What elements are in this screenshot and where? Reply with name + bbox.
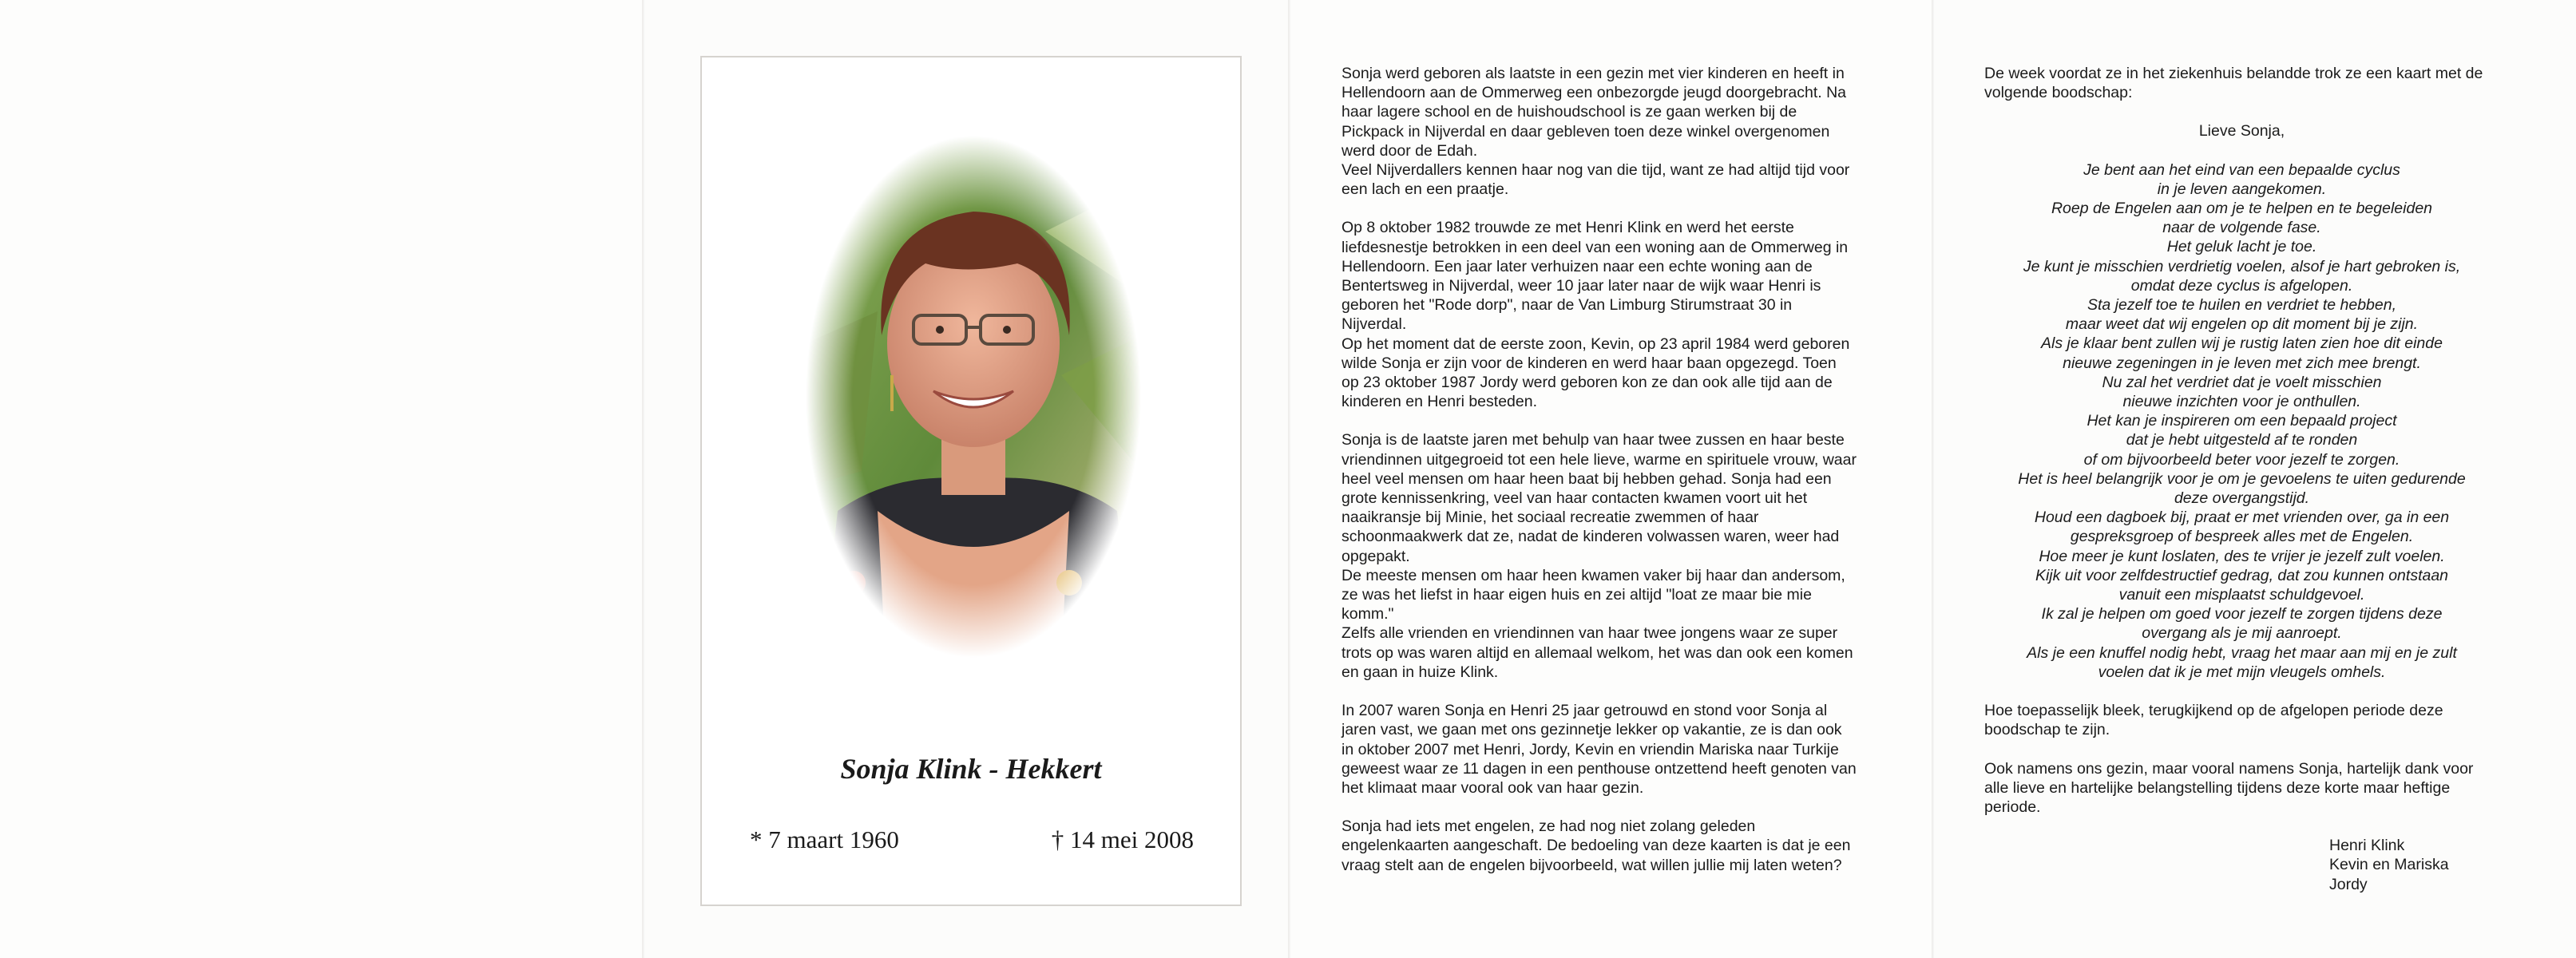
paragraph: Veel Nijverdallers kennen haar nog van die tijd, want ze had altijd tijd voor een lach en een praatje. — [1342, 161, 1850, 199]
poem-line: Ik zal je helpen om goed voor jezelf te zorgen tijdens deze — [2041, 605, 2443, 623]
poem-line: deze overgangstijd. — [2174, 489, 2310, 508]
fold-line — [1932, 0, 1934, 958]
paragraph: Zelfs alle vrienden en vriendinnen van haar twee jongens waar ze super trots op was waren altijd en allemaal welkom, het was dan ook een komen en gaan in huize Klink. — [1342, 624, 1853, 681]
poem-line: naar de volgende fase. — [2162, 219, 2321, 237]
poem-line: dat je hebt uitgesteld af te ronden — [2126, 431, 2358, 449]
poem-line: maar weet dat wij engelen op dit moment bij je zijn. — [2065, 315, 2419, 334]
signature-line: Kevin en Mariska — [2329, 856, 2449, 874]
closing-paragraph: Hoe toepasselijk bleek, terugkijkend op de afgelopen periode deze boodschap te zijn. — [1984, 702, 2443, 739]
paragraph: Sonja is de laatste jaren met behulp van haar twee zussen en haar beste vriendinnen uitgegroeid tot een hele lieve, warme en spirituele vrouw, waar heel veel mensen om haar heen baat bij hebben gehad. Sonja had een grote kennissenkring, veel van haar contacten kwamen voort uit het naaikransje bij Minie, het sociaal recreatie zwemmen of haar schoonmaakwerk dat ze, nadat de kinderen volwassen waren, weer had opgepakt. — [1342, 431, 1857, 565]
greeting: Lieve Sonja, — [2198, 122, 2285, 141]
poem-line: in je leven aangekomen. — [2157, 180, 2327, 198]
angel-message-text — [1984, 64, 2499, 894]
poem-line: Nu zal het verdriet dat je voelt misschien — [2102, 373, 2382, 391]
poem-line: Je bent aan het eind van een bepaalde cyclus — [2083, 160, 2400, 179]
poem-line: omdat deze cyclus is afgelopen. — [2130, 276, 2353, 295]
poem-line: of om bijvoorbeeld beter voor jezelf te zorgen. — [2083, 450, 2400, 469]
poem-line: vanuit een misplaatst schuldgevoel. — [2118, 586, 2365, 604]
birth-date: * 7 maart 1960 — [750, 825, 899, 853]
intro-paragraph: De week voordat ze in het ziekenhuis belandde trok ze een kaart met de volgende boodschap: — [1984, 65, 2483, 102]
fold-line — [1288, 0, 1290, 958]
poem-line: Kijk uit voor zelfdestructief gedrag, dat zou kunnen ontstaan — [2035, 566, 2449, 584]
portrait-card — [700, 56, 1242, 906]
paragraph: De meeste mensen om haar heen kwamen vaker bij haar dan andersom, ze was het liefst in haar eigen huis en zei altijd "loat ze maar bie mie komm." — [1342, 566, 1845, 623]
death-date: † 14 mei 2008 — [1051, 825, 1194, 853]
poem-line: overgang als je mij aanroept. — [2142, 624, 2342, 643]
fold-line — [642, 0, 644, 958]
signature-line: Henri Klink — [2329, 837, 2405, 855]
paragraph: Op 8 oktober 1982 trouwde ze met Henri Klink en werd het eerste liefdesnestje betrokken in een deel van een woning aan de Ommerweg in Hellendoorn. Een jaar later verhuizen naar een echte woning aan de Bentertsweg in Nijverdal, weer 10 jaar later naar de wijk waar Henri is geboren het "Rode dorp", naar de Van Limburg Stirumstraat 30 in Nijverdal. — [1342, 219, 1849, 334]
poem-line: Hoe meer je kunt loslaten, des te vrijer je jezelf zult voelen. — [2039, 547, 2445, 565]
poem-line: Als je een knuffel nodig hebt, vraag het maar aan mij en je zult — [2027, 643, 2457, 662]
poem-line: nieuwe inzichten voor je onthullen. — [2122, 393, 2361, 411]
poem-line: Roep de Engelen aan om je te helpen en te begeleiden — [2051, 200, 2433, 218]
paragraph: Op het moment dat de eerste zoon, Kevin, op 23 april 1984 werd geboren wilde Sonja er zijn voor de kinderen en werd haar baan opgezegd. Toen op 23 oktober 1987 Jordy werd geboren kon ze dan ook alle tijd aan de kinderen en Henri besteden. — [1342, 335, 1850, 411]
angel-poem — [1984, 160, 2499, 682]
signature-line: Jordy — [2329, 875, 2368, 893]
poem-line: Je kunt je misschien verdrietig voelen, alsof je hart gebroken is, — [2023, 257, 2461, 275]
poem-line: Als je klaar bent zullen wij je rustig laten zien hoe dit einde — [2041, 335, 2443, 353]
signature-block — [2329, 836, 2499, 894]
portrait-photo — [806, 136, 1141, 659]
poem-line: Sta jezelf toe te huilen en verdriet te hebben, — [2087, 296, 2396, 315]
paragraph: In 2007 waren Sonja en Henri 25 jaar getrouwd en stond voor Sonja al jaren vast, we gaan met ons gezinnetje lekker op vakantie, ze is dan ook in oktober 2007 met Henri, Jordy, Kevin en vriendin Mariska naar Turkije geweest waar ze 11 dagen in een penthouse ontzettend heeft genoten van het klimaat maar vooral ook van haar gezin. — [1342, 702, 1857, 797]
poem-line: voelen dat ik je met mijn vleugels omhels. — [2098, 663, 2386, 681]
poem-line: gespreksgroep of bespreek alles met de Engelen. — [2070, 528, 2414, 546]
blank-panel — [0, 0, 643, 958]
paragraph: Sonja had iets met engelen, ze had nog niet zolang geleden engelenkaarten aangeschaft. De bedoeling van deze kaarten is dat je een vraag stelt aan de engelen bijvoorbeeld, wat willen jullie mij laten weten? — [1342, 817, 1851, 874]
poem-line: nieuwe zegeningen in je leven met zich mee brengt. — [2063, 354, 2421, 372]
deceased-name: Sonja Klink - Hekkert — [840, 753, 1102, 785]
biography-text — [1342, 64, 1857, 894]
paragraph: Sonja werd geboren als laatste in een gezin met vier kinderen en heeft in Hellendoorn aan de Ommerweg een onbezorgde jeugd doorgebracht. Na haar lagere school en de huishoudschool is ze gaan werken bij de Pickpack in Nijverdal en daar gebleven toen deze winkel overgenomen werd door de Edah. — [1342, 65, 1846, 160]
closing-paragraph: Ook namens ons gezin, maar vooral namens Sonja, hartelijk dank voor alle lieve en hartelijke belangstelling tijdens deze korte maar heftige periode. — [1984, 759, 2474, 816]
poem-line: Het geluk lacht je toe. — [2166, 238, 2317, 256]
poem-line: Het kan je inspireren om een bepaald project — [2087, 412, 2397, 430]
poem-line: Houd een dagboek bij, praat er met vrienden over, ga in een — [2034, 509, 2450, 527]
poem-line: Het is heel belangrijk voor je om je gevoelens te uiten gedurende — [2018, 469, 2466, 488]
